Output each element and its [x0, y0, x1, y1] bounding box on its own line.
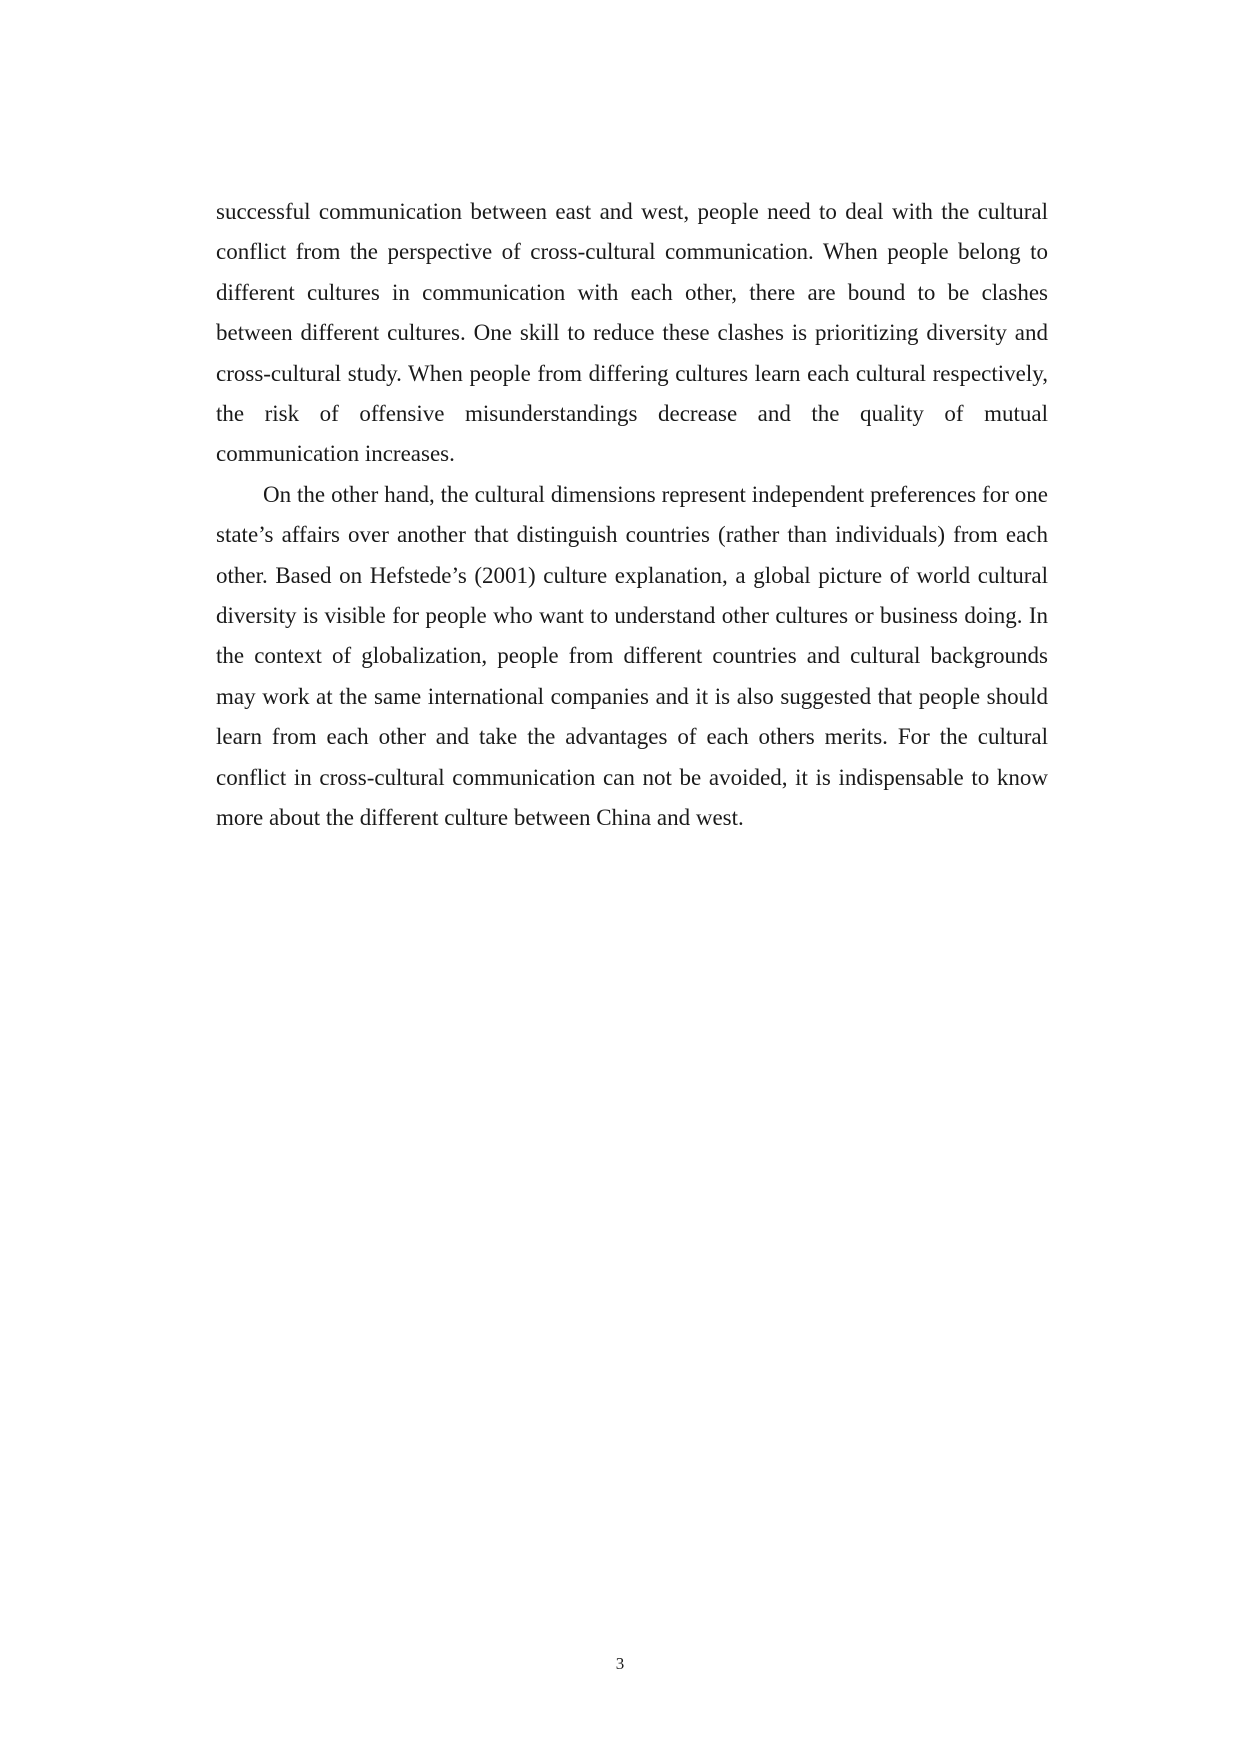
page-number: 3: [615, 1654, 625, 1673]
paragraph-continuation: successful communication between east and west, people need to deal with the cultural conflict from the perspective of cross-cultural communication. When people belong to different cultures in communication with each other, there are bound to be clashes between different cultures. One skill to reduce these clashes is prioritizing diversity and cross-cultural study. When people from differing cultures learn each cultural respectively, the risk of offensive misunderstandings decrease and the quality of mutual communication increases.: [216, 199, 1048, 467]
paragraph-cultural-dimensions: On the other hand, the cultural dimensions represent independent preferences for one state’s affairs over another that distinguish countries (rather than individuals) from each other. Based on Hefstede’s (2001) culture explanation, a global picture of world cultural diversity is visible for people who want to understand other cultures or business doing. In the context of globalization, people from different countries and cultural backgrounds may work at the same international companies and it is also suggested that people should learn from each other and take the advantages of each others merits. For the cultural conflict in cross-cultural communication can not be avoided, it is indispensable to know more about the different culture between China and west.: [216, 481, 1048, 831]
body-text: [216, 192, 1048, 839]
